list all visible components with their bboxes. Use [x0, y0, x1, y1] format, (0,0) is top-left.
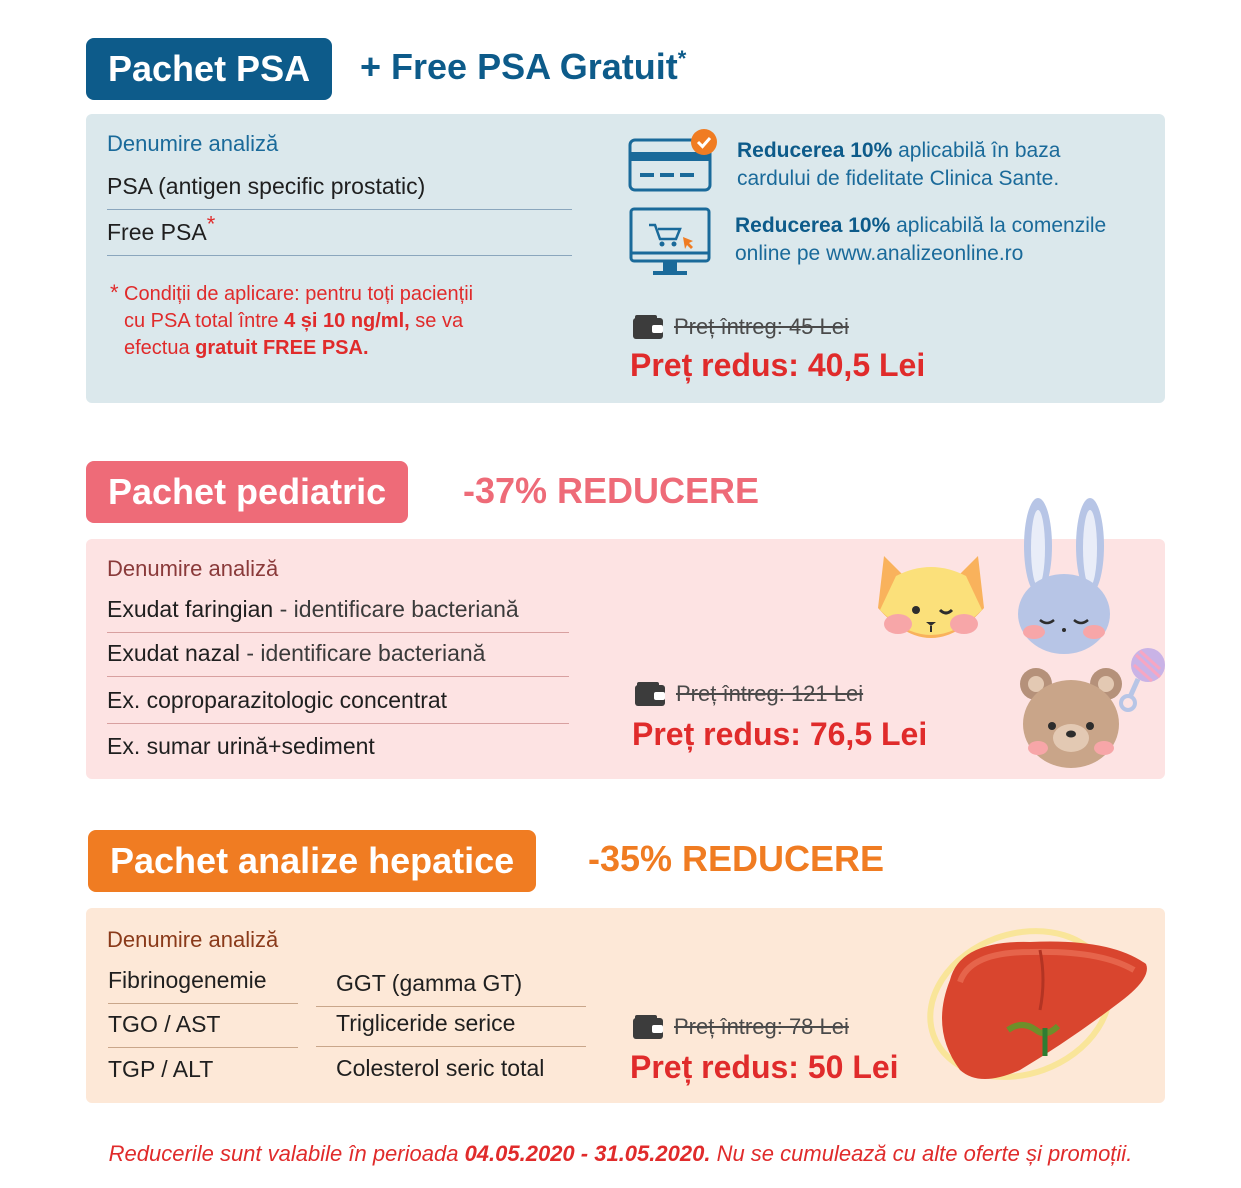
loyalty-card-icon [628, 128, 720, 194]
pediatric-package-title: Pachet pediatric [108, 471, 387, 512]
wallet-icon [632, 1014, 664, 1040]
hepatic-right-item-2: Trigliceride serice [316, 1010, 586, 1047]
psa-price-discounted: Preț redus: 40,5 Lei [630, 347, 926, 383]
psa-item-2: Free PSA* [107, 219, 572, 256]
benefit-online-order: Reducerea 10% aplicabilă la comenzile online pe www.analizeonline.ro [735, 214, 1107, 265]
bear-illustration [1018, 662, 1124, 772]
hepatic-right-item-3: Colesterol seric total [336, 1055, 545, 1081]
pediatric-column-header: Denumire analiză [107, 556, 279, 581]
hepatic-left-item-1: Fibrinogenemie [108, 967, 298, 1004]
wallet-icon [632, 314, 664, 340]
hepatic-price-discounted: Preț redus: 50 Lei [630, 1049, 899, 1085]
psa-package-title: Pachet PSA [108, 48, 311, 89]
validity-note: Reducerile sunt valabile în perioada 04.05.2020 - 31.05.2020. Nu se cumulează cu alte oferte și promoții. [108, 1141, 1133, 1166]
pediatric-price-full: Preț întreg: 121 Lei [634, 681, 863, 707]
hepatic-package-tag [88, 830, 536, 892]
hepatic-right-item-1: GGT (gamma GT) [316, 970, 586, 1007]
hepatic-package-title: Pachet analize hepatice [110, 840, 515, 881]
fox-illustration [866, 548, 996, 658]
bunny-illustration [1012, 496, 1116, 656]
pediatric-discount: -37% REDUCERE [463, 470, 760, 511]
hepatic-column-header: Denumire analiză [107, 927, 279, 952]
wallet-icon [634, 681, 666, 707]
rattle-illustration [1118, 645, 1168, 715]
hepatic-price-full: Preț întreg: 78 Lei [632, 1014, 849, 1040]
psa-subtitle: + Free PSA Gratuit* [360, 46, 687, 87]
pediatric-package-tag [86, 461, 408, 523]
psa-price-full: Preț întreg: 45 Lei [632, 314, 849, 340]
hepatic-left-item-2: TGO / AST [108, 1011, 298, 1048]
psa-item-1: PSA (antigen specific prostatic) [107, 173, 572, 210]
online-shop-monitor-icon [629, 207, 713, 281]
pediatric-price-discounted: Preț redus: 76,5 Lei [632, 716, 928, 752]
psa-column-header: Denumire analiză [107, 131, 279, 156]
benefit-loyalty-card: Reducerea 10% aplicabilă în baza cardului de fidelitate Clinica Sante. [737, 139, 1061, 190]
pediatric-item-2: Exudat nazal - identificare bacteriană [107, 640, 569, 677]
pediatric-item-1: Exudat faringian - identificare bacteriană [107, 596, 569, 633]
psa-conditions: * Condiții de aplicare: pentru toți pacienții cu PSA total între 4 și 10 ng/ml, se va efectua gratuit FREE PSA. [110, 280, 474, 359]
hepatic-discount: -35% REDUCERE [588, 838, 885, 879]
pediatric-item-3: Ex. coproparazitologic concentrat [107, 687, 569, 724]
pediatric-item-4: Ex. sumar urină+sediment [107, 733, 375, 759]
hepatic-left-item-3: TGP / ALT [108, 1056, 214, 1082]
liver-illustration [920, 920, 1155, 1095]
psa-package-tag [86, 38, 332, 100]
